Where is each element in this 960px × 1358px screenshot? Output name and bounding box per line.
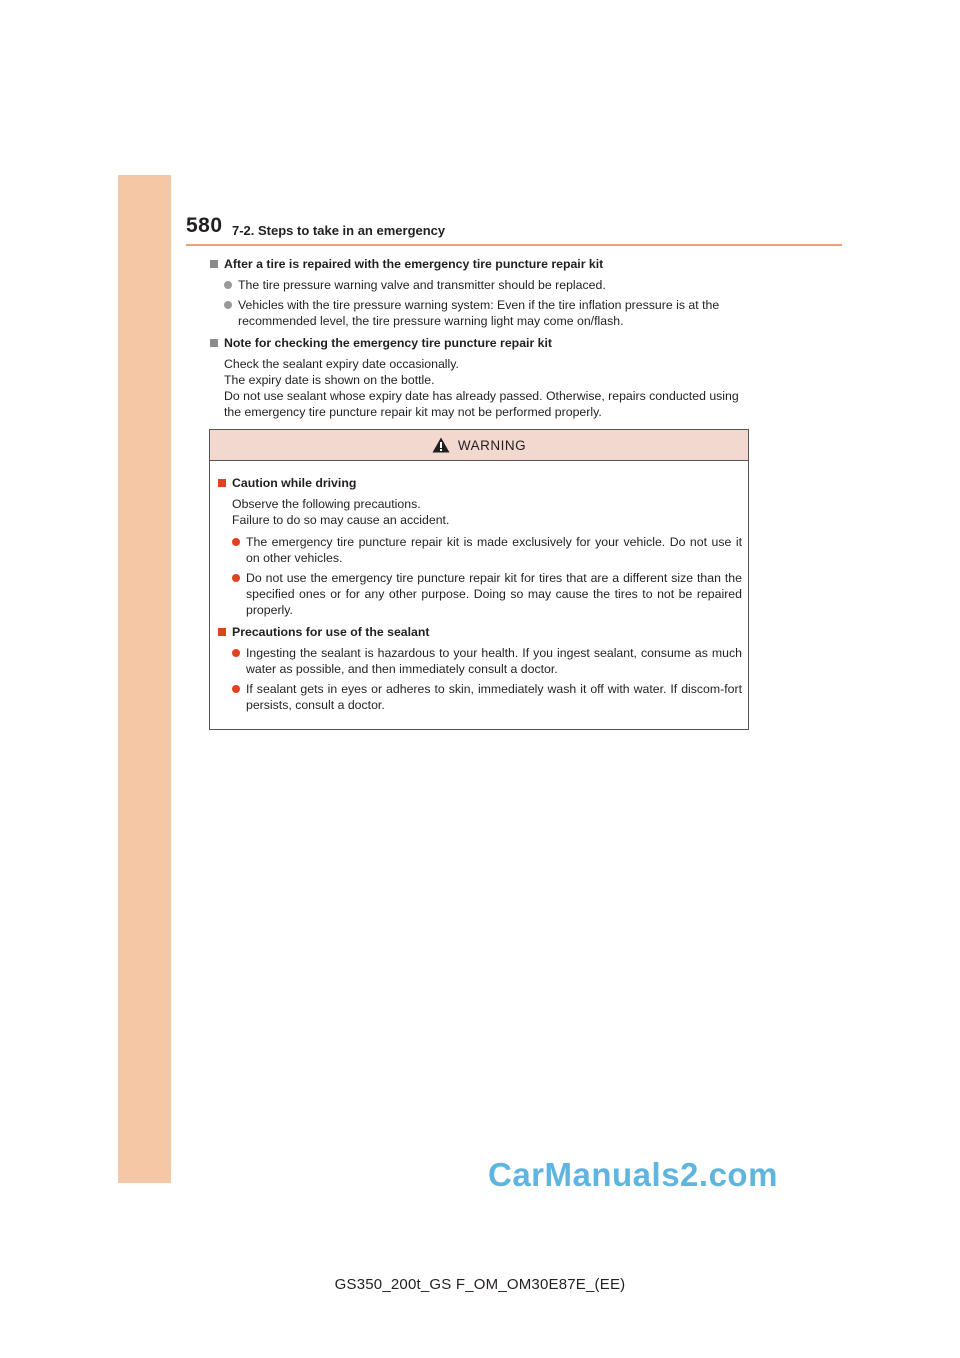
list-item <box>210 277 750 293</box>
paragraph-line: Check the sealant expiry date occasionally. <box>224 357 459 371</box>
warning-triangle-icon <box>432 437 450 453</box>
warning-heading-text: Precautions for use of the sealant <box>232 625 430 639</box>
circle-bullet-icon <box>232 574 240 582</box>
list-item <box>218 645 742 677</box>
square-bullet-icon <box>210 260 218 268</box>
list-item-text: Vehicles with the tire pressure warning system: Even if the tire inflation pressure is at the recommended level, the tire pressure warning light may come on/flash. <box>238 298 720 328</box>
list-item <box>218 534 742 566</box>
paragraph-line: Observe the following precautions. <box>232 497 421 511</box>
list-item <box>210 297 750 329</box>
list-item <box>218 681 742 713</box>
list-item-text: Do not use the emergency tire puncture repair kit for tires that are a different size than the specified ones or for any other purpose. Doing so may cause the tires to not be repaired properly. <box>246 571 742 617</box>
list-item-text: The emergency tire puncture repair kit is made exclusively for your vehicle. Do not use it on other vehicles. <box>246 535 742 565</box>
page-number: 580 <box>186 214 223 237</box>
square-bullet-icon <box>218 628 226 636</box>
section-heading <box>210 256 750 272</box>
paragraph-line: Do not use sealant whose expiry date has already passed. Otherwise, repairs conducted using the emergency tire puncture repair kit may not be performed properly. <box>224 389 739 419</box>
circle-bullet-icon <box>232 538 240 546</box>
list-item-text: Ingesting the sealant is hazardous to your health. If you ingest sealant, consume as much water as possible, and then immediately consult a doctor. <box>246 646 742 676</box>
section-heading-text: After a tire is repaired with the emergency tire puncture repair kit <box>224 257 604 271</box>
circle-bullet-icon <box>232 685 240 693</box>
list-item-text: If sealant gets in eyes or adheres to skin, immediately wash it off with water. If discom-fort persists, consult a doctor. <box>246 682 742 712</box>
section-sealant-check <box>210 335 750 420</box>
square-bullet-icon <box>210 339 218 347</box>
warning-group-caution-driving <box>218 475 742 618</box>
warning-heading <box>218 624 742 640</box>
section-heading-text: Note for checking the emergency tire puncture repair kit <box>224 336 553 350</box>
paragraph-line: Failure to do so may cause an accident. <box>232 513 450 527</box>
warning-group-sealant-use <box>218 624 742 713</box>
warning-box <box>209 429 749 730</box>
list-item <box>218 570 742 618</box>
warning-heading-text: Caution while driving <box>232 476 357 490</box>
square-bullet-icon <box>218 479 226 487</box>
header-rule <box>186 244 842 246</box>
warning-title: WARNING <box>457 437 527 453</box>
circle-bullet-icon <box>224 281 232 289</box>
warning-header <box>210 430 748 461</box>
watermark: CarManuals2.com <box>488 1156 778 1193</box>
warning-heading <box>218 475 742 491</box>
warning-body <box>210 461 748 713</box>
chapter-sidebar-tab <box>118 175 171 1183</box>
section-title: 7-2. Steps to take in an emergency <box>232 223 446 238</box>
list-item-text: The tire pressure warning valve and transmitter should be replaced. <box>238 278 606 292</box>
section-after-repair <box>210 256 750 329</box>
section-heading <box>210 335 750 351</box>
circle-bullet-icon <box>232 649 240 657</box>
footer-document-code: GS350_200t_GS F_OM_OM30E87E_(EE) <box>334 1276 626 1293</box>
main-content <box>210 256 750 426</box>
paragraph-line: The expiry date is shown on the bottle. <box>224 373 435 387</box>
circle-bullet-icon <box>224 301 232 309</box>
